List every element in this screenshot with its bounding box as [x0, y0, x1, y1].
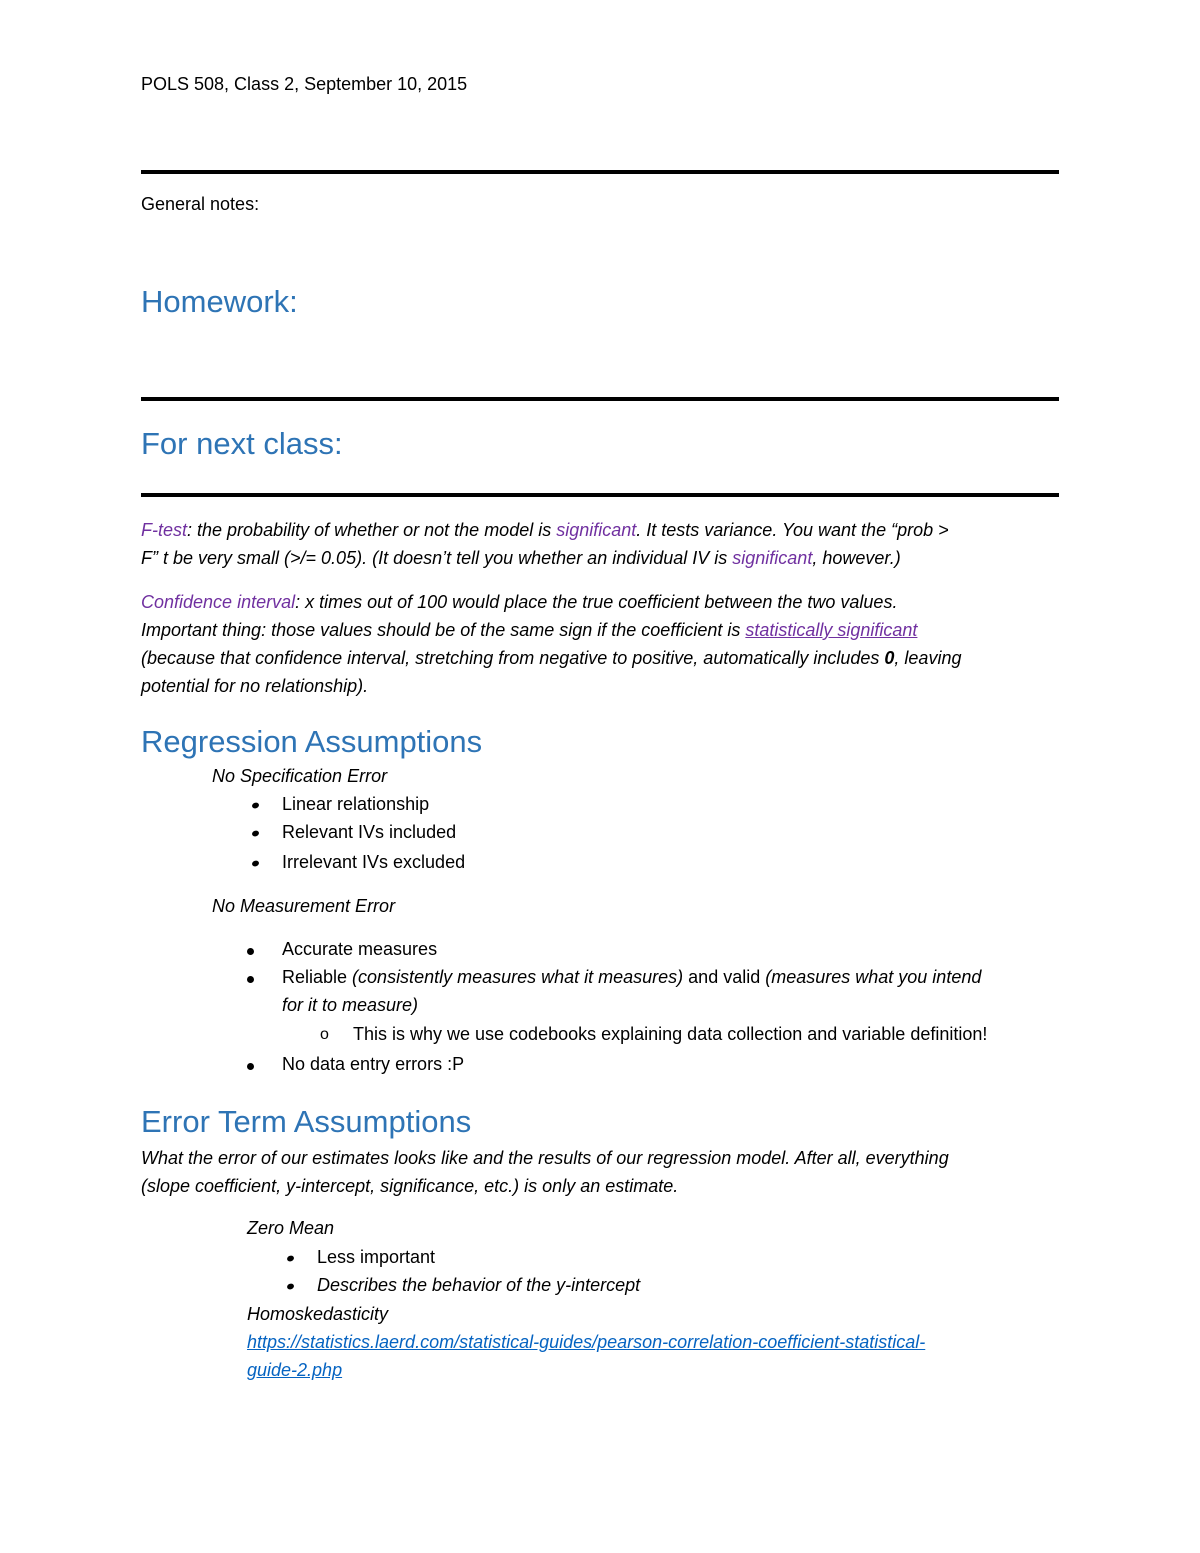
- list-item: No data entry errors :P: [282, 1054, 465, 1074]
- list-item: Less important: [317, 1247, 436, 1267]
- divider-rule: [141, 493, 1059, 497]
- divider-rule: [141, 170, 1059, 174]
- list-item-text: (measures what you intend: [765, 967, 982, 987]
- ftest-text: . It tests variance. You want the “prob >: [636, 520, 949, 540]
- significant-term: significant: [732, 548, 813, 568]
- ftest-line-1: [141, 516, 1059, 544]
- significant-term: significant: [556, 520, 637, 540]
- general-notes-label: General notes:: [141, 194, 260, 214]
- zero-value: 0: [884, 648, 895, 668]
- list-item: [282, 967, 981, 988]
- list-item: Linear relationship: [282, 794, 430, 814]
- list-item: Accurate measures: [282, 939, 438, 959]
- list-item: Describes the behavior of the y-intercept: [317, 1275, 641, 1295]
- description-line: (slope coefficient, y-intercept, significance, etc.) is only an estimate.: [141, 1176, 679, 1196]
- list-item: Relevant IVs included: [282, 822, 457, 842]
- ftest-text: , however.): [812, 548, 901, 568]
- error-term-heading: Error Term Assumptions: [141, 1104, 472, 1139]
- homoskedasticity-label: Homoskedasticity: [247, 1304, 389, 1324]
- spec-error-label: No Specification Error: [212, 766, 388, 786]
- confidence-line-2: [141, 616, 1059, 644]
- confidence-text: (because that confidence interval, stretching from negative to positive, automatically includes: [141, 648, 885, 668]
- ftest-term: F-test: [141, 520, 188, 540]
- laerd-link-continuation[interactable]: guide-2.php: [247, 1360, 343, 1380]
- divider-rule: [141, 397, 1059, 401]
- ftest-text: : the probability of whether or not the model is: [187, 520, 557, 540]
- ftest-line-2: [141, 544, 1059, 572]
- confidence-text: potential for no relationship).: [141, 676, 369, 696]
- list-item-text: (consistently measures what it measures): [352, 967, 684, 987]
- confidence-text: Important thing: those values should be of the same sign if the coefficient is: [141, 620, 746, 640]
- homework-heading: Homework:: [141, 284, 298, 319]
- confidence-line-3: [141, 644, 1059, 672]
- regression-heading: Regression Assumptions: [141, 724, 483, 759]
- confidence-line-1: [141, 588, 1059, 616]
- sub-list-item: This is why we use codebooks explaining data collection and variable definition!: [353, 1024, 988, 1044]
- confidence-paragraph: [141, 588, 1059, 700]
- bullet-icon: [247, 976, 254, 983]
- statistically-significant-link[interactable]: statistically significant: [745, 620, 918, 640]
- bullet-icon: [251, 830, 259, 838]
- confidence-text: , leaving: [894, 648, 962, 668]
- sub-bullet-icon: o: [320, 1026, 329, 1043]
- ftest-paragraph: [141, 516, 1059, 572]
- confidence-line-4: [141, 672, 1059, 700]
- document-header: POLS 508, Class 2, September 10, 2015: [141, 74, 468, 94]
- bullet-icon: [251, 860, 259, 868]
- list-item-text: Reliable: [282, 967, 353, 987]
- bullet-icon: [251, 802, 259, 810]
- confidence-term: Confidence interval: [141, 592, 296, 612]
- error-term-description: [141, 1144, 1059, 1200]
- ftest-text: F” t be very small (>/= 0.05). (It doesn’t tell you whether an individual IV is: [141, 548, 733, 568]
- bullet-icon: [247, 948, 254, 955]
- laerd-link[interactable]: https://statistics.laerd.com/statistical-guides/pearson-correlation-coefficient-statistical-: [247, 1332, 926, 1352]
- meas-error-label: No Measurement Error: [212, 896, 396, 916]
- list-item-continuation: for it to measure): [282, 995, 419, 1015]
- description-line: What the error of our estimates looks like and the results of our regression model. After all, everything: [141, 1148, 949, 1168]
- zero-mean-label: Zero Mean: [247, 1218, 335, 1238]
- bullet-icon: [286, 1255, 294, 1263]
- bullet-icon: [247, 1063, 254, 1070]
- confidence-text: : x times out of 100 would place the true coefficient between the two values.: [295, 592, 898, 612]
- list-item-text: and valid: [683, 967, 766, 987]
- bullet-icon: [286, 1283, 294, 1291]
- next-class-heading: For next class:: [141, 426, 343, 461]
- list-item: Irrelevant IVs excluded: [282, 852, 466, 872]
